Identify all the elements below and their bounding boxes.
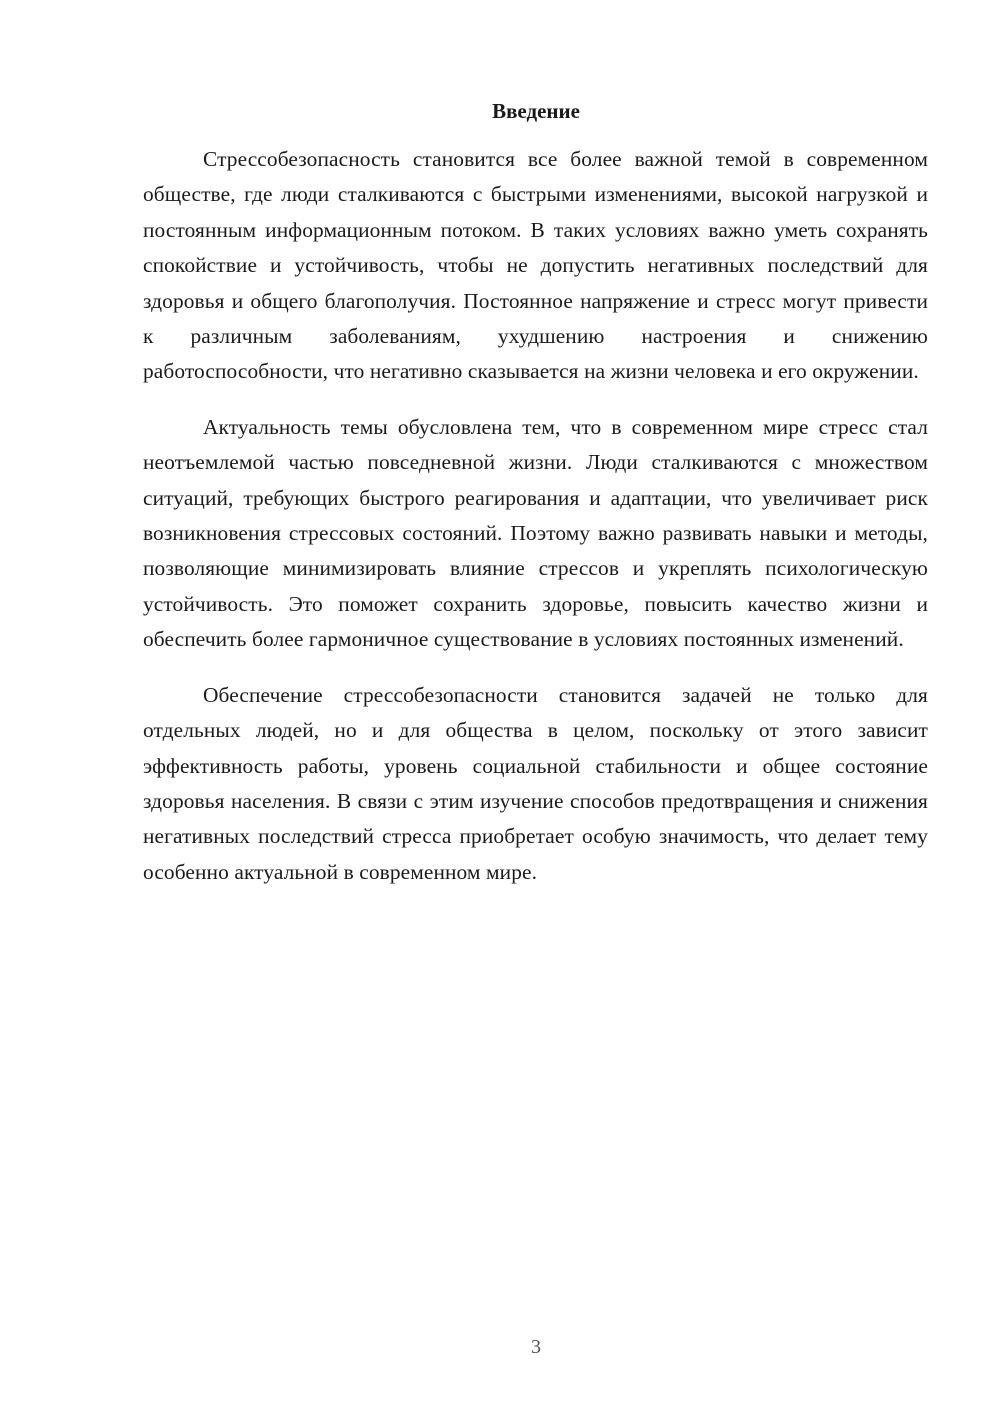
body-text bbox=[143, 142, 928, 910]
paragraph-3: Обеспечение стрессобезопасности становится задачей не только для отдельных людей, но и для общества в целом, поскольку от этого зависит эффективность работы, уровень социальной стабильности и общее состояние здоровья населения. В связи с этим изучение способов предотвращения и снижения негативных последствий стресса приобретает особую значимость, что делает тему особенно актуальной в современном мире. bbox=[143, 682, 928, 884]
paragraph-2: Актуальность темы обусловлена тем, что в современном мире стресс стал неотъемлемой частью повседневной жизни. Люди сталкиваются с множеством ситуаций, требующих быстрого реагирования и адаптации, что увеличивает риск возникновения стрессовых состояний. Поэтому важно развивать навыки и методы, позволяющие минимизировать влияние стрессов и укреплять психологическую устойчивость. Это поможет сохранить здоровье, повысить качество жизни и обеспечить более гармоничное существование в условиях постоянных изменений. bbox=[143, 414, 928, 652]
section-title: Введение bbox=[492, 99, 580, 123]
page-number: 3 bbox=[531, 1336, 541, 1358]
paragraph-1: Стрессобезопасность становится все более важной темой в современном обществе, где люди сталкиваются с быстрыми изменениями, высокой нагрузкой и постоянным информационным потоком. В таких условиях важно уметь сохранять спокойствие и устойчивость, чтобы не допустить негативных последствий для здоровья и общего благополучия. Постоянное напряжение и стресс могут привести к различным заболеваниям, ухудшению настроения и снижению работоспособности, что негативно сказывается на жизни человека и его окружении. bbox=[143, 147, 928, 384]
